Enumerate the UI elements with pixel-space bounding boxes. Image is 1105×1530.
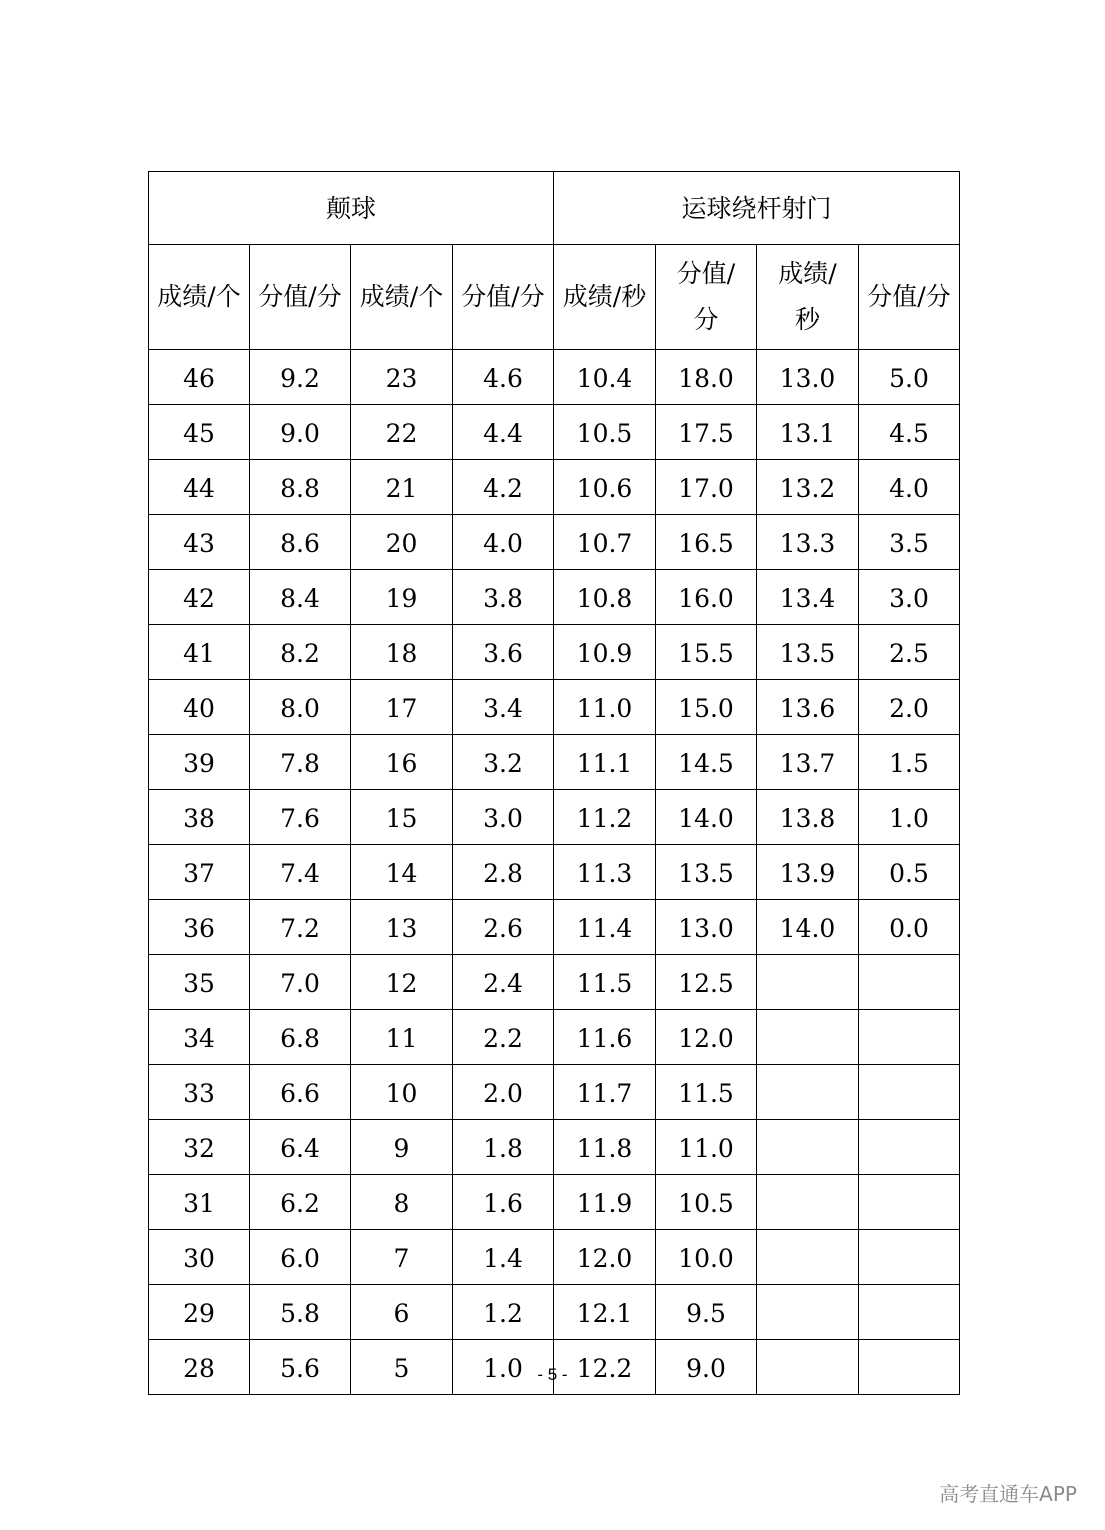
table-cell: 17.0 — [656, 460, 757, 515]
table-cell: 5.8 — [250, 1285, 351, 1340]
table-cell: 1.8 — [453, 1120, 554, 1175]
table-cell: 6.2 — [250, 1175, 351, 1230]
table-cell: 12.1 — [554, 1285, 656, 1340]
table-cell: 3.8 — [453, 570, 554, 625]
table-cell: 40 — [149, 680, 250, 735]
table-row — [149, 405, 960, 460]
table-cell: 11.2 — [554, 790, 656, 845]
table-cell: 10.7 — [554, 515, 656, 570]
table-cell — [757, 1065, 859, 1120]
table-cell: 1.5 — [859, 735, 960, 790]
table-cell: 11.7 — [554, 1065, 656, 1120]
table-cell: 3.0 — [453, 790, 554, 845]
table-cell: 18.0 — [656, 350, 757, 405]
table-cell: 13.0 — [757, 350, 859, 405]
table-cell: 45 — [149, 405, 250, 460]
table-cell — [757, 1285, 859, 1340]
table-cell: 13.9 — [757, 845, 859, 900]
table-cell: 38 — [149, 790, 250, 845]
table-cell: 11.0 — [554, 680, 656, 735]
table-cell: 33 — [149, 1065, 250, 1120]
table-cell: 12 — [351, 955, 453, 1010]
table-cell — [757, 955, 859, 1010]
table-cell: 3.6 — [453, 625, 554, 680]
table-cell: 6 — [351, 1285, 453, 1340]
table-cell: 7.0 — [250, 955, 351, 1010]
table-cell: 4.6 — [453, 350, 554, 405]
table-row — [149, 955, 960, 1010]
table-cell: 3.5 — [859, 515, 960, 570]
table-cell: 11.5 — [656, 1065, 757, 1120]
table-cell: 6.8 — [250, 1010, 351, 1065]
column-header: 分值/分 — [859, 245, 960, 350]
table-row — [149, 1065, 960, 1120]
table-cell: 0.5 — [859, 845, 960, 900]
table-cell: 1.6 — [453, 1175, 554, 1230]
table-cell: 2.4 — [453, 955, 554, 1010]
table-row — [149, 460, 960, 515]
table-row — [149, 735, 960, 790]
table-cell: 13.0 — [656, 900, 757, 955]
table-row — [149, 900, 960, 955]
table-cell: 14.5 — [656, 735, 757, 790]
table-cell: 10.5 — [656, 1175, 757, 1230]
table-cell — [859, 1010, 960, 1065]
table-cell — [859, 1230, 960, 1285]
table-cell: 28 — [149, 1340, 250, 1395]
table-row — [149, 1175, 960, 1230]
score-table — [148, 171, 960, 1395]
table-cell: 11.5 — [554, 955, 656, 1010]
column-header: 成绩/个 — [149, 245, 250, 350]
table-cell: 11.0 — [656, 1120, 757, 1175]
table-cell: 8 — [351, 1175, 453, 1230]
table-cell: 2.0 — [453, 1065, 554, 1120]
table-cell: 1.0 — [859, 790, 960, 845]
table-cell: 2.5 — [859, 625, 960, 680]
table-row — [149, 1285, 960, 1340]
table-cell: 3.0 — [859, 570, 960, 625]
table-cell: 15.5 — [656, 625, 757, 680]
table-cell: 35 — [149, 955, 250, 1010]
table-cell: 17.5 — [656, 405, 757, 460]
table-cell: 13.8 — [757, 790, 859, 845]
table-cell: 7.8 — [250, 735, 351, 790]
table-cell: 10.9 — [554, 625, 656, 680]
table-cell: 4.4 — [453, 405, 554, 460]
table-row — [149, 790, 960, 845]
table-cell — [859, 1065, 960, 1120]
table-cell: 2.8 — [453, 845, 554, 900]
table-cell: 29 — [149, 1285, 250, 1340]
table-cell: 13.5 — [656, 845, 757, 900]
table-cell: 16.5 — [656, 515, 757, 570]
table-cell: 4.5 — [859, 405, 960, 460]
table-cell: 12.2 — [554, 1340, 656, 1395]
table-cell: 10.6 — [554, 460, 656, 515]
table-cell: 13.3 — [757, 515, 859, 570]
table-cell: 5.6 — [250, 1340, 351, 1395]
table-cell: 8.4 — [250, 570, 351, 625]
table-cell: 17 — [351, 680, 453, 735]
table-cell: 15.0 — [656, 680, 757, 735]
table-cell: 11.9 — [554, 1175, 656, 1230]
column-header-row — [149, 245, 960, 350]
table-cell: 10.4 — [554, 350, 656, 405]
table-cell — [757, 1175, 859, 1230]
table-cell: 11 — [351, 1010, 453, 1065]
table-cell: 34 — [149, 1010, 250, 1065]
table-cell: 7.2 — [250, 900, 351, 955]
table-cell: 31 — [149, 1175, 250, 1230]
table-cell: 23 — [351, 350, 453, 405]
table-cell: 14.0 — [757, 900, 859, 955]
table-cell — [859, 955, 960, 1010]
table-cell: 4.0 — [453, 515, 554, 570]
column-header-wrapped: 成绩/ 秒 — [757, 245, 859, 350]
table-cell: 19 — [351, 570, 453, 625]
column-header: 分值/分 — [250, 245, 351, 350]
table-cell: 20 — [351, 515, 453, 570]
table-cell — [757, 1230, 859, 1285]
table-cell: 42 — [149, 570, 250, 625]
column-header: 成绩/个 — [351, 245, 453, 350]
table-cell: 5.0 — [859, 350, 960, 405]
table-cell — [757, 1010, 859, 1065]
table-cell: 10.5 — [554, 405, 656, 460]
table-cell: 4.2 — [453, 460, 554, 515]
table-cell: 9 — [351, 1120, 453, 1175]
table-row — [149, 625, 960, 680]
table-cell: 36 — [149, 900, 250, 955]
table-cell: 2.0 — [859, 680, 960, 735]
table-cell: 6.6 — [250, 1065, 351, 1120]
table-cell: 16 — [351, 735, 453, 790]
table-row — [149, 845, 960, 900]
table-cell: 13.6 — [757, 680, 859, 735]
table-cell: 1.4 — [453, 1230, 554, 1285]
watermark: 高考直通车APP — [939, 1482, 1077, 1506]
table-cell: 0.0 — [859, 900, 960, 955]
table-row — [149, 515, 960, 570]
group-header-juggling: 颠球 — [149, 172, 554, 245]
table-cell: 44 — [149, 460, 250, 515]
table-cell: 10.0 — [656, 1230, 757, 1285]
table-cell: 13 — [351, 900, 453, 955]
table-cell: 39 — [149, 735, 250, 790]
table-cell: 8.8 — [250, 460, 351, 515]
table-cell: 41 — [149, 625, 250, 680]
table-cell: 32 — [149, 1120, 250, 1175]
table-cell: 18 — [351, 625, 453, 680]
table-cell: 1.2 — [453, 1285, 554, 1340]
table-cell — [859, 1120, 960, 1175]
table-cell: 3.2 — [453, 735, 554, 790]
table-cell: 8.2 — [250, 625, 351, 680]
table-cell: 13.7 — [757, 735, 859, 790]
table-cell: 7.6 — [250, 790, 351, 845]
table-cell: 15 — [351, 790, 453, 845]
column-header: 成绩/秒 — [554, 245, 656, 350]
table-row — [149, 1010, 960, 1065]
table-cell: 11.3 — [554, 845, 656, 900]
table-cell: 12.0 — [656, 1010, 757, 1065]
table-cell: 11.1 — [554, 735, 656, 790]
table-cell: 7 — [351, 1230, 453, 1285]
column-header: 分值/分 — [453, 245, 554, 350]
table-cell: 43 — [149, 515, 250, 570]
table-cell: 11.6 — [554, 1010, 656, 1065]
table-cell: 30 — [149, 1230, 250, 1285]
table-cell: 37 — [149, 845, 250, 900]
table-cell: 3.4 — [453, 680, 554, 735]
column-header-wrapped: 分值/ 分 — [656, 245, 757, 350]
table-cell: 13.4 — [757, 570, 859, 625]
group-header-row — [149, 172, 960, 245]
table-cell: 2.6 — [453, 900, 554, 955]
table-cell: 6.0 — [250, 1230, 351, 1285]
table-cell: 12.0 — [554, 1230, 656, 1285]
table-cell: 9.5 — [656, 1285, 757, 1340]
table-cell: 16.0 — [656, 570, 757, 625]
group-header-dribble-shoot: 运球绕杆射门 — [554, 172, 960, 245]
table-cell: 13.5 — [757, 625, 859, 680]
table-cell: 22 — [351, 405, 453, 460]
table-cell: 8.0 — [250, 680, 351, 735]
table-cell: 6.4 — [250, 1120, 351, 1175]
table-cell: 8.6 — [250, 515, 351, 570]
table-cell: 14.0 — [656, 790, 757, 845]
table-row — [149, 1120, 960, 1175]
table-row — [149, 350, 960, 405]
table-cell — [859, 1175, 960, 1230]
table-cell — [859, 1285, 960, 1340]
page-number: - 5 - — [537, 1365, 568, 1384]
table-cell: 9.0 — [656, 1340, 757, 1395]
table-cell — [757, 1120, 859, 1175]
table-cell: 10.8 — [554, 570, 656, 625]
table-cell: 12.5 — [656, 955, 757, 1010]
table-cell: 11.4 — [554, 900, 656, 955]
table-cell: 14 — [351, 845, 453, 900]
table-cell: 4.0 — [859, 460, 960, 515]
table-cell: 9.2 — [250, 350, 351, 405]
table-cell: 7.4 — [250, 845, 351, 900]
table-row — [149, 570, 960, 625]
table-row — [149, 680, 960, 735]
table-cell: 11.8 — [554, 1120, 656, 1175]
table-cell: 1.0 — [453, 1340, 554, 1395]
table-cell: 2.2 — [453, 1010, 554, 1065]
table-row — [149, 1230, 960, 1285]
table-cell: 13.1 — [757, 405, 859, 460]
table-cell: 10 — [351, 1065, 453, 1120]
table-cell: 9.0 — [250, 405, 351, 460]
table-cell: 13.2 — [757, 460, 859, 515]
table-cell: 5 — [351, 1340, 453, 1395]
table-cell: 46 — [149, 350, 250, 405]
table-cell: 21 — [351, 460, 453, 515]
